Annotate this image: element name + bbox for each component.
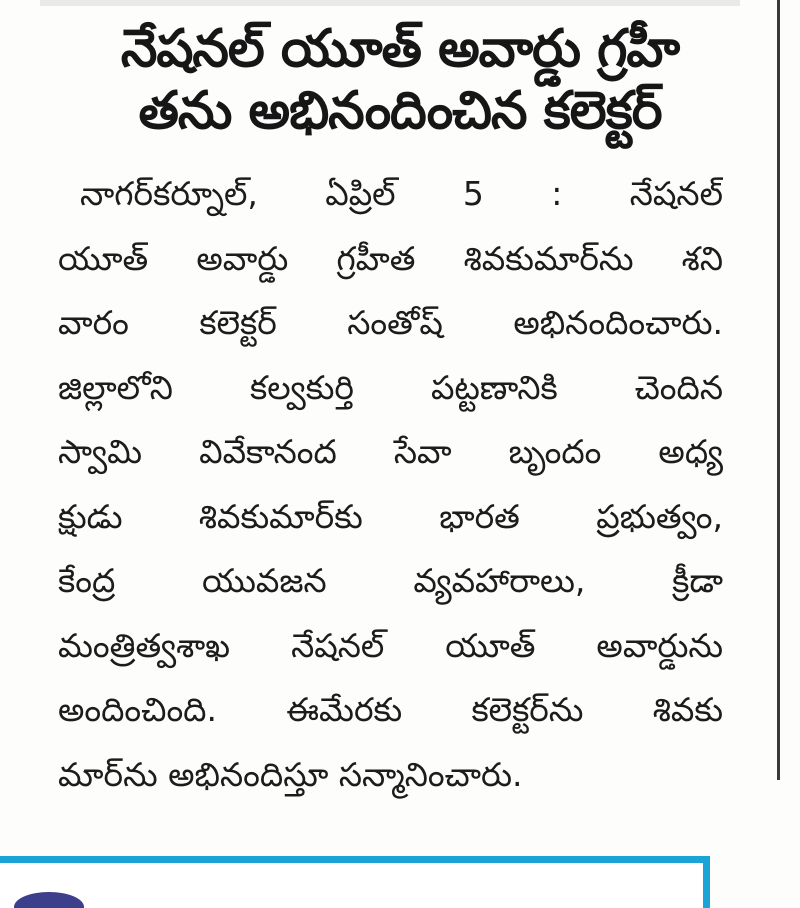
body-line: వారం కలెక్టర్ సంతోష్ అభినందించారు.: [58, 303, 723, 342]
headline-line-1: నేషనల్ యూత్ అవార్డు గ్రహీ: [120, 19, 680, 79]
body-line: జిల్లాలోని కల్వకుర్తి పట్టణానికి చెందిన: [58, 367, 723, 407]
body-line: మంత్రిత్వశాఖ నేషనల్ యూత్ అవార్డును: [58, 625, 723, 665]
body-line: స్వామి వివేకానంద సేవా బృందం అధ్య: [58, 432, 723, 471]
body-line: యూత్ అవార్డు గ్రహీత శివకుమార్‌ను శని: [58, 238, 723, 278]
top-divider: [40, 0, 740, 6]
body-line: మార్‌ను అభినందిస్తూ సన్మానించారు.: [58, 754, 523, 794]
article-body: [58, 162, 723, 807]
headline-line-2: తను అభినందించిన కలెక్టర్: [138, 81, 662, 141]
body-line: అందించింది. ఈమేరకు కలెక్టర్‌ను శివకు: [58, 690, 723, 729]
next-article-box: [0, 856, 710, 908]
body-line: క్షుడు శివకుమార్‌కు భారత ప్రభుత్వం,: [58, 496, 723, 536]
body-line: కేంద్ర యువజన వ్యవహారాలు, క్రీడా: [58, 561, 723, 600]
article-headline: [40, 18, 760, 142]
body-line: నాగర్‌కర్నూల్, ఏప్రిల్ 5 : నేషనల్: [80, 174, 723, 213]
column-divider: [777, 0, 780, 780]
